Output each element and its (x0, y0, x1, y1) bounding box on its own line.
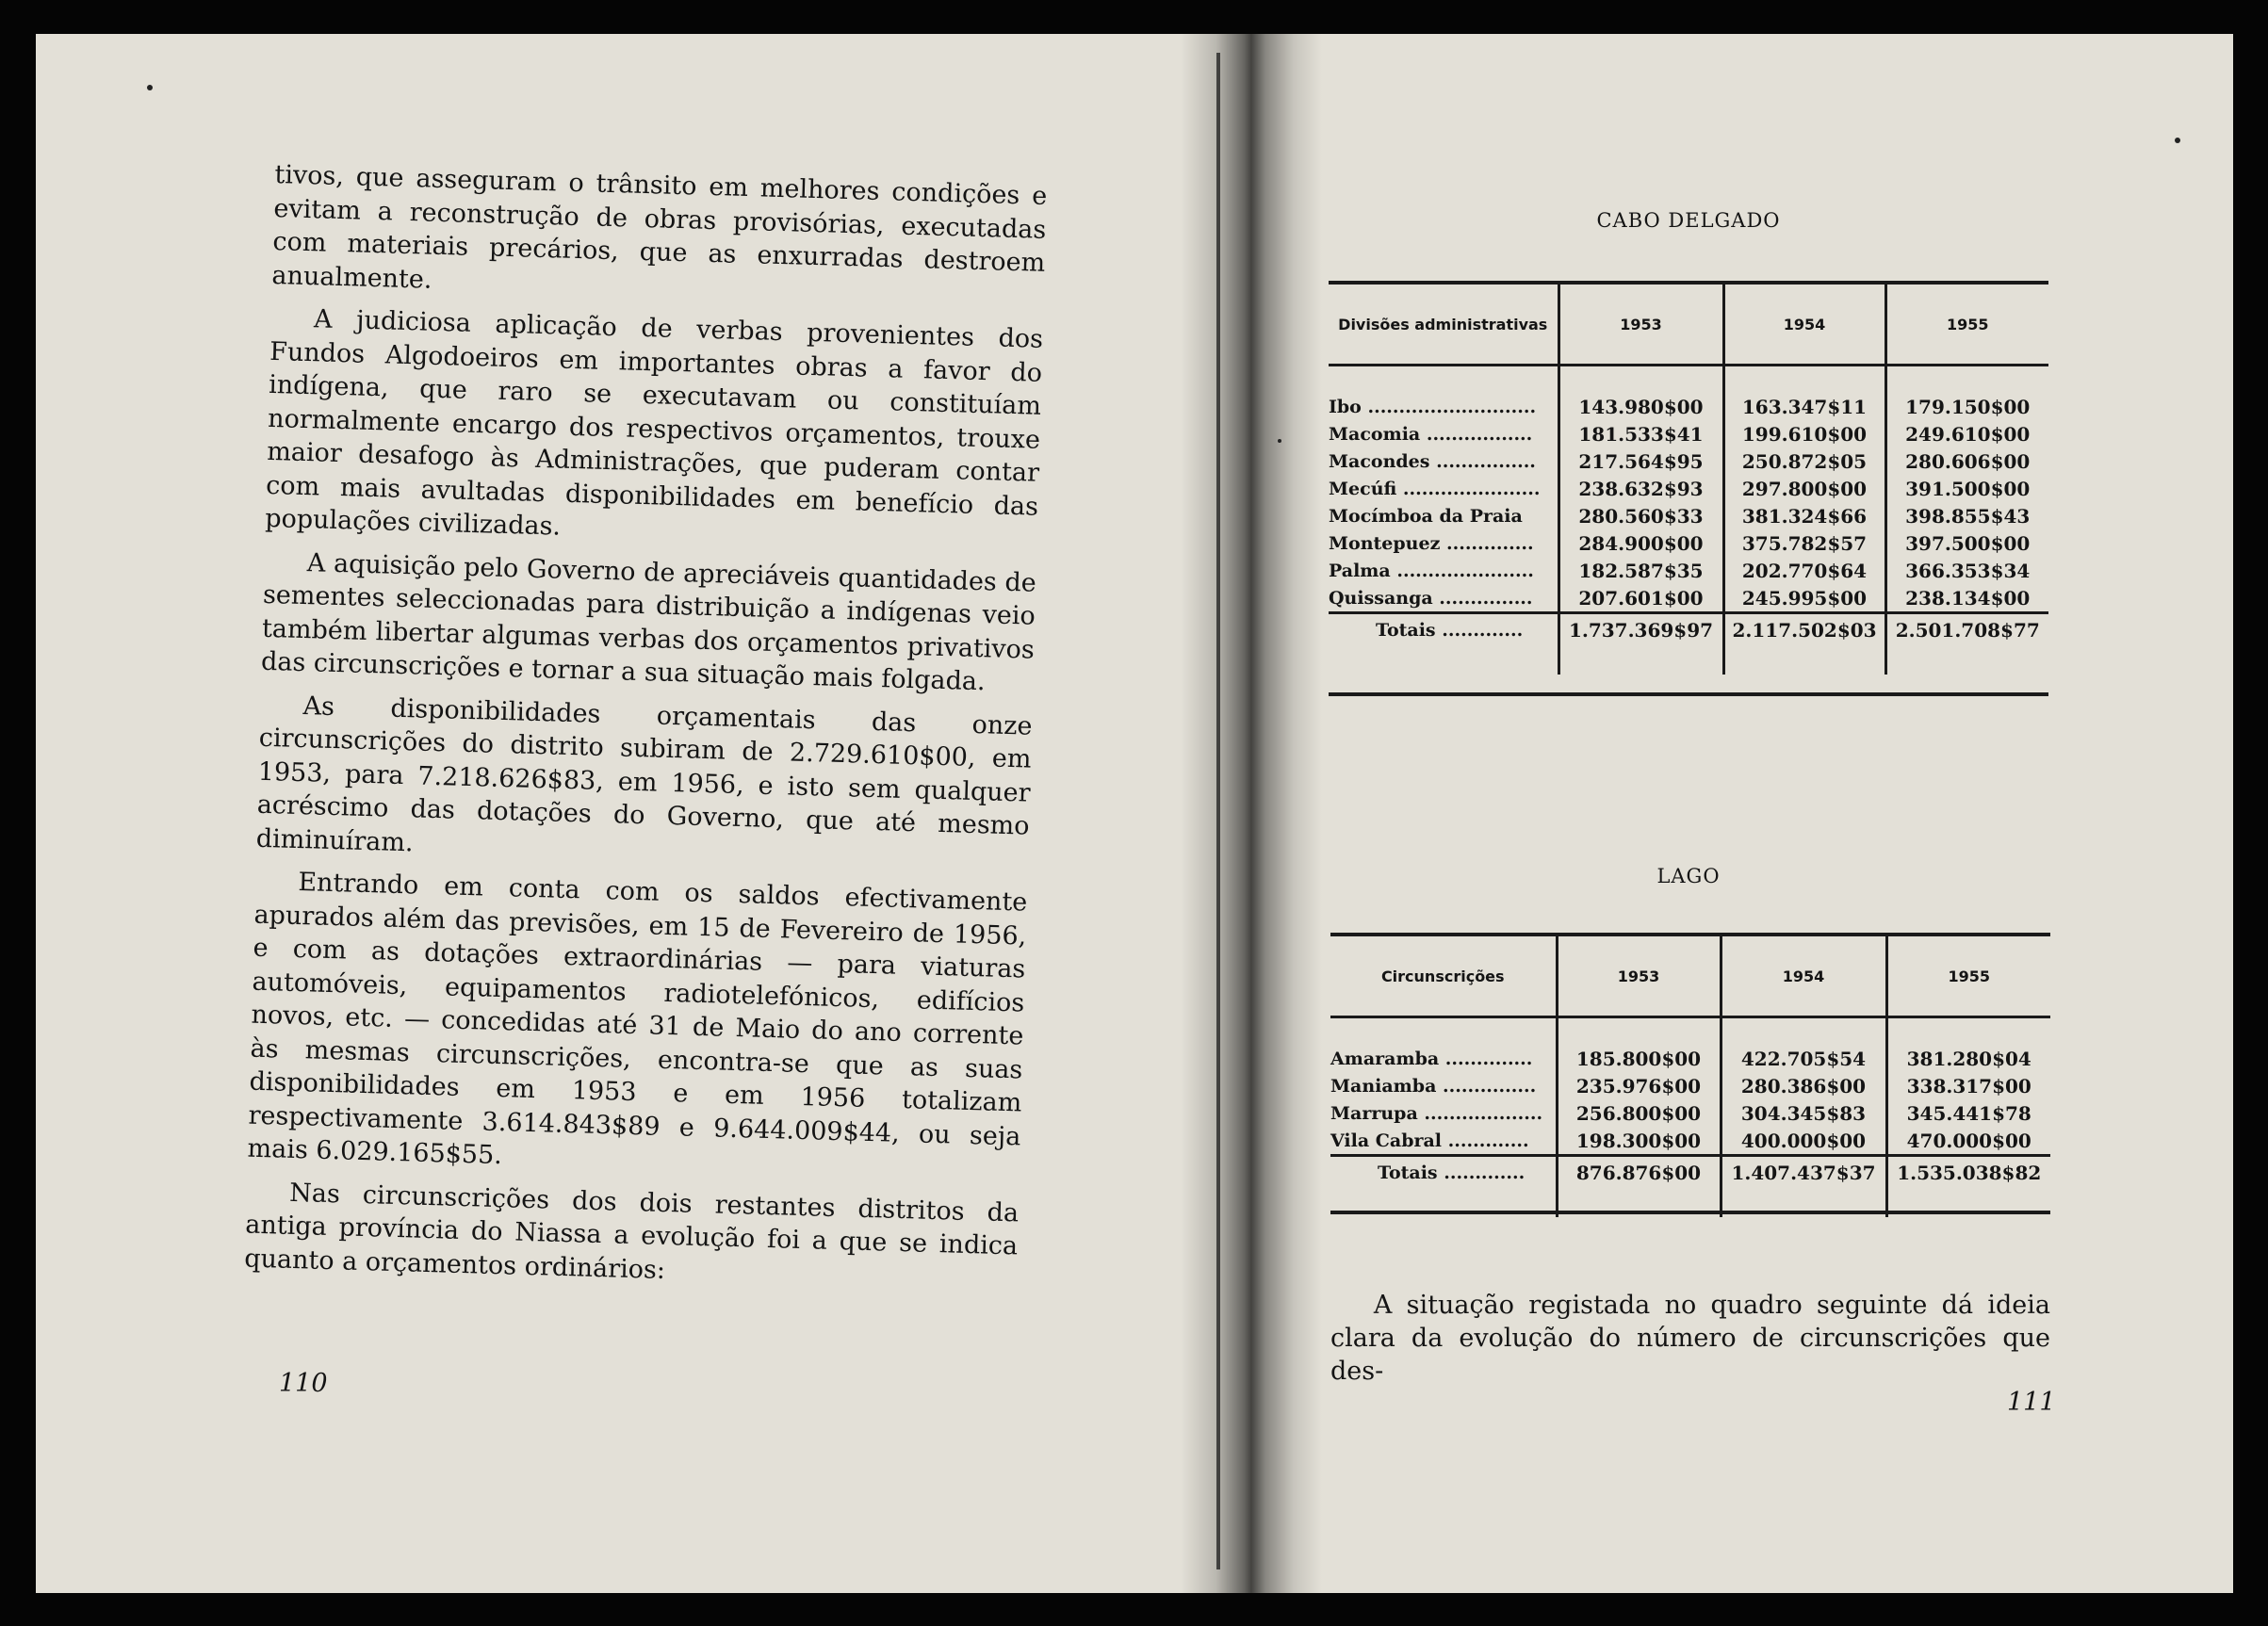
total-value: 1.407.437$37 (1721, 1156, 1886, 1190)
cell-value: 245.995$00 (1723, 584, 1885, 613)
cell-value: 207.601$00 (1558, 584, 1723, 613)
cell-value: 297.800$00 (1723, 475, 1885, 502)
paragraph: Nas circunscrições dos dois restantes distritos da antiga província do Niassa a evolução foi a que se indica quanto a orçamentos ordinários: (243, 1178, 1020, 1285)
cell-value: 381.280$04 (1886, 1045, 2050, 1072)
total-value: 876.876$00 (1557, 1156, 1721, 1190)
cell-value: 381.324$66 (1723, 502, 1885, 529)
cell-value: 250.872$05 (1723, 447, 1885, 475)
column-header: 1954 (1723, 283, 1885, 366)
table-row (1329, 393, 2048, 420)
total-label: Totais ............. (1329, 613, 1558, 647)
table-lago (1330, 933, 2050, 1217)
row-label: Macondes ................ (1329, 450, 1536, 472)
paragraph: A situação registada no quadro seguinte dá ideia clara da evolução do número de circunscrições que des- (1330, 1291, 2050, 1386)
page-number-right: 111 (2007, 1388, 2056, 1417)
cell-value: 179.150$00 (1885, 393, 2048, 420)
table-row (1330, 1072, 2050, 1099)
cell-value: 235.976$00 (1557, 1072, 1721, 1099)
cell-value: 249.610$00 (1885, 420, 2048, 447)
cell-value: 375.782$57 (1723, 529, 1885, 557)
cell-value: 238.134$00 (1885, 584, 2048, 613)
total-value: 2.501.708$77 (1885, 613, 2048, 647)
cell-value: 198.300$00 (1557, 1127, 1721, 1156)
table-row (1329, 502, 2048, 529)
cell-value: 338.317$00 (1886, 1072, 2050, 1099)
cell-value: 345.441$78 (1886, 1099, 2050, 1127)
total-value: 1.737.369$97 (1558, 613, 1723, 647)
table-row (1329, 420, 2048, 447)
ink-speck (147, 85, 153, 90)
page-number-left: 110 (279, 1369, 328, 1398)
cell-value: 366.353$34 (1885, 557, 2048, 584)
column-header: 1954 (1721, 935, 1886, 1017)
total-value: 1.535.038$82 (1886, 1156, 2050, 1190)
paragraph: Entrando em conta com os saldos efectivamente apurados além das previsões, em 15 de Fevereiro de 1956, e com as dotações extraordinárias — para viaturas automóveis, equipamentos radiotelefónicos, edifícios novos, etc. — concedidas até 31 de Maio do ano corrente às mesmas circunscrições, encontra-se que as suas disponibilidades em 1953 e em 1956 totalizam respectivamente 3.614.843$89 e 9.644.009$44, ou seja mais 6.029.165$55. (247, 867, 1028, 1171)
column-header: Circunscrições (1330, 935, 1557, 1017)
book-gutter-shadow (1181, 34, 1322, 1593)
table-cabo-delgado (1329, 281, 2048, 675)
table-row (1330, 1127, 2050, 1156)
cell-value: 280.386$00 (1721, 1072, 1886, 1099)
table-title-lago: LAGO (1656, 865, 1721, 887)
column-header: 1955 (1886, 935, 2050, 1017)
table-row (1330, 1099, 2050, 1127)
table-total-row (1329, 613, 2048, 647)
row-label: Amaramba .............. (1330, 1048, 1533, 1069)
cell-value: 398.855$43 (1885, 502, 2048, 529)
table-total-row (1330, 1156, 2050, 1190)
cell-value: 256.800$00 (1557, 1099, 1721, 1127)
row-label: Mecúfi ...................... (1329, 478, 1541, 499)
row-label: Quissanga ............... (1329, 587, 1533, 609)
cell-value: 470.000$00 (1886, 1127, 2050, 1156)
table-bottom-rule (1329, 692, 2048, 696)
cell-value: 397.500$00 (1885, 529, 2048, 557)
table-row (1329, 529, 2048, 557)
cell-value: 163.347$11 (1723, 393, 1885, 420)
table-title-cabo-delgado: CABO DELGADO (1596, 209, 1781, 232)
row-label: Mocímboa da Praia (1329, 505, 1523, 527)
cell-value: 304.345$83 (1721, 1099, 1886, 1127)
cell-value: 280.606$00 (1885, 447, 2048, 475)
ink-speck (2175, 138, 2180, 143)
column-header: 1955 (1885, 283, 2048, 366)
left-page-text (244, 158, 1048, 1306)
total-label: Totais ............. (1330, 1156, 1557, 1190)
column-header: 1953 (1557, 935, 1721, 1017)
cell-value: 202.770$64 (1723, 557, 1885, 584)
cell-value: 185.800$00 (1557, 1045, 1721, 1072)
cell-value: 400.000$00 (1721, 1127, 1886, 1156)
column-header: Divisões administrativas (1329, 283, 1558, 366)
total-value: 2.117.502$03 (1723, 613, 1885, 647)
row-label: Vila Cabral ............. (1330, 1130, 1529, 1151)
paragraph: A aquisição pelo Governo de apreciáveis quantidades de sementes seleccionadas para distribuição a indígenas veio também libertar algumas verbas dos orçamentos privativos das circunscrições e tornar a sua situação mais folgada. (260, 547, 1037, 697)
cell-value: 280.560$33 (1558, 502, 1723, 529)
row-label: Montepuez .............. (1329, 532, 1534, 554)
table-row (1329, 475, 2048, 502)
table-row (1329, 557, 2048, 584)
row-label: Marrupa ................... (1330, 1102, 1543, 1124)
right-page-text (1330, 1289, 2050, 1388)
ink-speck (1278, 439, 1281, 443)
paragraph: tivos, que asseguram o trânsito em melhores condições e evitam a reconstrução de obras provisórias, executadas com materiais precários, que as enxurradas destroem anualmente. (271, 159, 1048, 295)
book-spine-line (1216, 53, 1220, 1569)
cell-value: 391.500$00 (1885, 475, 2048, 502)
table-row (1329, 447, 2048, 475)
cell-value: 143.980$00 (1558, 393, 1723, 420)
paragraph: A judiciosa aplicação de verbas provenientes dos Fundos Algodoeiros em importantes obras a favor do indígena, que raro se executavam ou constituíam normalmente encargo dos respectivos orçamentos, trouxe maior desafogo às Administrações, que puderam contar com mais avultadas disponibilidades em benefício das populações civilizadas. (264, 304, 1044, 542)
paragraph: As disponibilidades orçamentais das onze circunscrições do distrito subiram de 2.729.610$00, em 1953, para 7.218.626$83, em 1956, e isto sem qualquer acréscimo das dotações do Governo, que até mesmo diminuíram. (255, 691, 1033, 857)
cell-value: 217.564$95 (1558, 447, 1723, 475)
cell-value: 182.587$35 (1558, 557, 1723, 584)
table-row (1330, 1045, 2050, 1072)
table-row (1329, 584, 2048, 613)
row-label: Ibo ........................... (1329, 396, 1537, 417)
row-label: Macomia ................. (1329, 423, 1533, 445)
cell-value: 422.705$54 (1721, 1045, 1886, 1072)
table-bottom-rule (1330, 1211, 2050, 1214)
cell-value: 181.533$41 (1558, 420, 1723, 447)
cell-value: 199.610$00 (1723, 420, 1885, 447)
cell-value: 238.632$93 (1558, 475, 1723, 502)
cell-value: 284.900$00 (1558, 529, 1723, 557)
row-label: Palma ...................... (1329, 560, 1534, 581)
column-header: 1953 (1558, 283, 1723, 366)
row-label: Maniamba ............... (1330, 1075, 1537, 1097)
